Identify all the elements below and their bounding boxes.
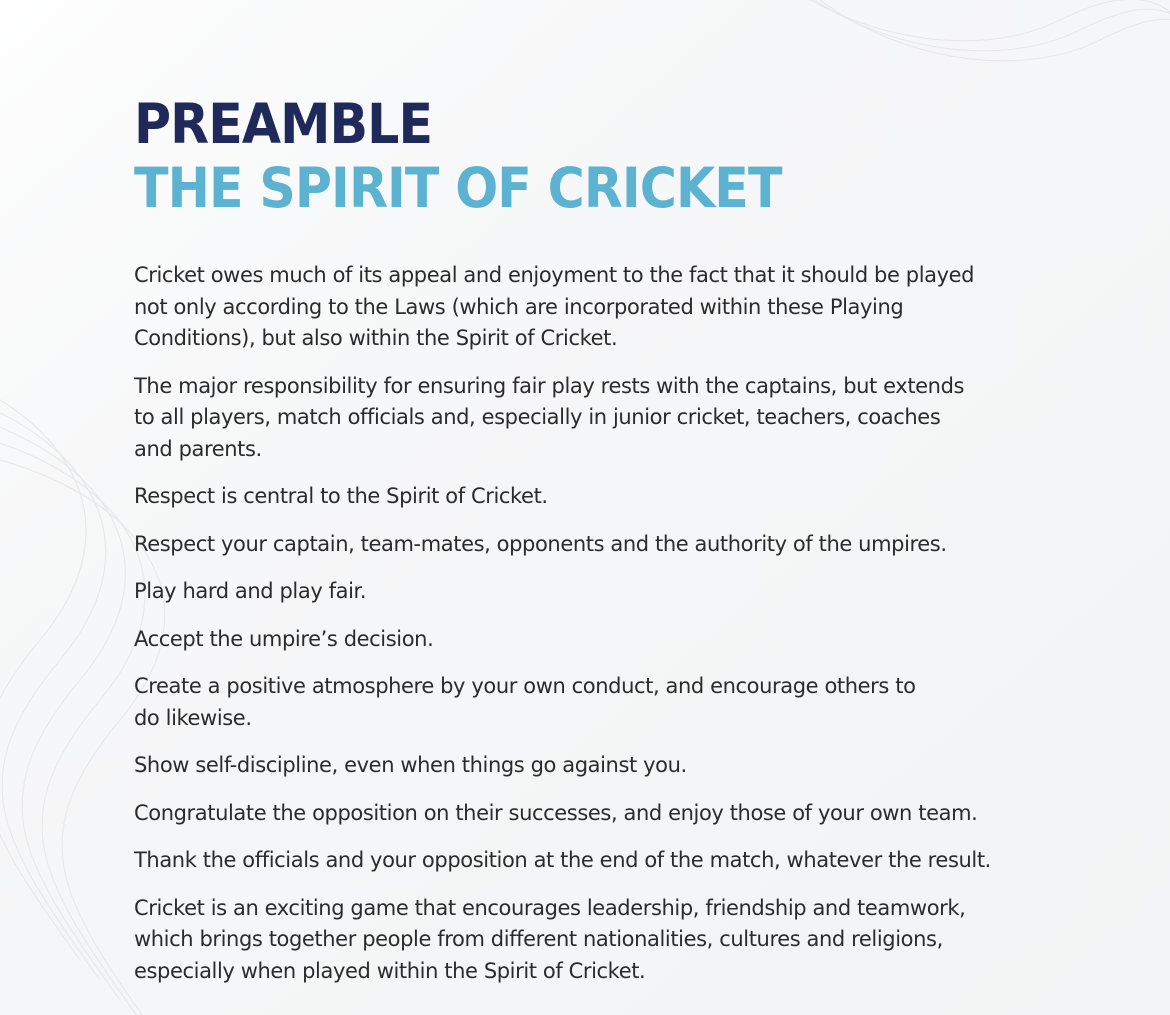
paragraph-line: Play hard and play fair. [134, 579, 367, 603]
page-title [134, 92, 782, 220]
paragraph-line: Cricket is an exciting game that encourages leadership, friendship and teamwork, [134, 895, 966, 920]
paragraph [134, 750, 1094, 782]
paragraph-line: Conditions), but also within the Spirit of Cricket. [134, 326, 618, 350]
paragraph [134, 845, 1094, 877]
paragraph [134, 798, 1094, 830]
paragraph [134, 671, 1094, 734]
paragraph [134, 481, 1094, 513]
title-preamble: PREAMBLE [134, 92, 433, 156]
paragraph-line: Respect is central to the Spirit of Cricket. [134, 484, 548, 508]
paragraph-line: Cricket owes much of its appeal and enjoyment to the fact that it should be played [134, 263, 975, 287]
body-text [134, 260, 1094, 1003]
paragraph-line: Respect your captain, team-mates, opponents and the authority of the umpires. [134, 531, 947, 556]
paragraph-line: Congratulate the opposition on their successes, and enjoy those of your own team. [134, 800, 978, 825]
title-spirit-of-cricket: THE SPIRIT OF CRICKET [134, 156, 782, 220]
paragraph-line: Show self-discipline, even when things go against you. [134, 753, 687, 777]
paragraph-line: Accept the umpire’s decision. [134, 626, 434, 651]
paragraph [134, 893, 1094, 988]
paragraph [134, 529, 1094, 561]
paragraph-line: which brings together people from different nationalities, cultures and religions, [134, 927, 943, 951]
paragraph-line: do likewise. [134, 705, 252, 730]
paragraph-line: The major responsibility for ensuring fair play rests with the captains, but extends [134, 373, 965, 398]
paragraph-line: Thank the officials and your opposition at the end of the match, whatever the result. [134, 848, 991, 872]
paragraph [134, 371, 1094, 466]
paragraph-line: and parents. [134, 436, 262, 461]
paragraph-line: not only according to the Laws (which are incorporated within these Playing [134, 294, 904, 319]
paragraph-line: to all players, match officials and, especially in junior cricket, teachers, coaches [134, 405, 941, 429]
paragraph [134, 260, 1094, 355]
paragraph [134, 624, 1094, 656]
paragraph-line: especially when played within the Spirit of Cricket. [134, 958, 646, 983]
paragraph-line: Create a positive atmosphere by your own conduct, and encourage others to [134, 674, 916, 698]
paragraph [134, 576, 1094, 608]
